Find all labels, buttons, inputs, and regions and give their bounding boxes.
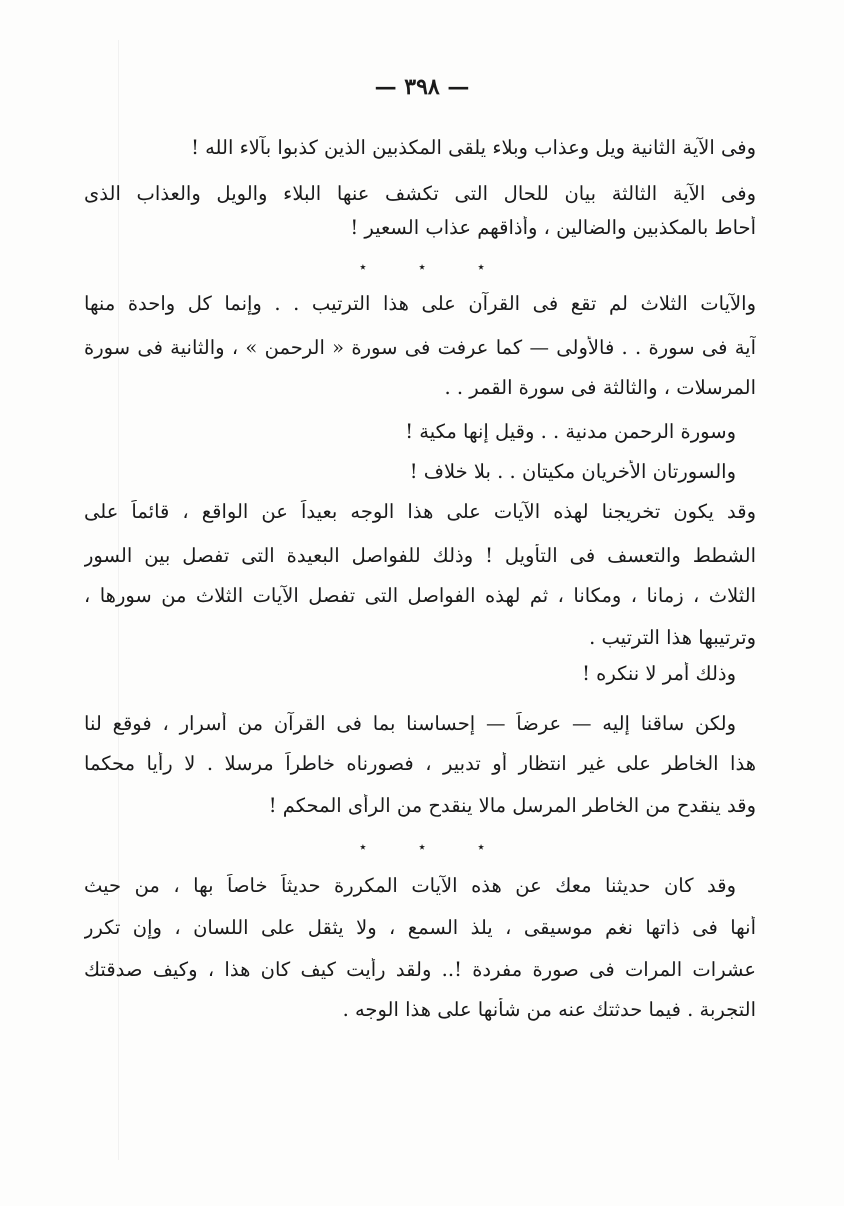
separator-star: ٭ — [418, 260, 426, 275]
text-line: وذلك أمر لا ننكره ! — [582, 662, 736, 685]
text-line: التجربة . فيما حدثتك عنه من شأنها على هذا الوجه . — [342, 998, 756, 1021]
separator-star: ٭ — [359, 840, 367, 855]
text-line: وقد يكون تخريجنا لهذه الآيات على هذا الوجه بعيداً عن الواقع ، قائماً على — [84, 500, 756, 523]
text-line: عشرات المرات فى صورة مفردة !.. ولقد رأيت كيف كان هذا ، وكيف صدقتك — [84, 958, 756, 981]
section-separator — [0, 260, 844, 275]
separator-star: ٭ — [418, 840, 426, 855]
text-line: أنها فى ذاتها نغم موسيقى ، يلذ السمع ، ولا يثقل على اللسان ، وإن تكرر — [84, 916, 756, 939]
text-line: وفى الآية الثانية ويل وعذاب وبلاء يلقى المكذبين الذين كذبوا بآلاء الله ! — [191, 136, 756, 159]
text-line: ولكن ساقنا إليه — عرضاً — إحساسنا بما فى القرآن من أسرار ، فوقع لنا — [84, 712, 736, 735]
separator-star: ٭ — [359, 260, 367, 275]
text-line: أحاط بالمكذبين والضالين ، وأذاقهم عذاب السعير ! — [350, 216, 756, 239]
section-separator — [0, 840, 844, 855]
page-number: — ٣٩٨ — — [374, 74, 470, 100]
text-line: وقد ينقدح من الخاطر المرسل مالا ينقدح من الرأى المحكم ! — [268, 794, 756, 817]
separator-star: ٭ — [477, 260, 485, 275]
text-line: وسورة الرحمن مدنية . . وقيل إنها مكية ! — [405, 420, 736, 443]
text-line: والسورتان الأخريان مكيتان . . بلا خلاف ! — [409, 460, 736, 483]
text-line: وترتيبها هذا الترتيب . — [589, 626, 756, 649]
text-line: الثلاث ، زمانا ، ومكانا ، ثم لهذه الفواصل التى تفصل الآيات الثلاث من سورها ، — [84, 584, 756, 607]
text-line: والآيات الثلاث لم تقع فى القرآن على هذا الترتيب . . وإنما كل واحدة منها — [84, 292, 756, 315]
text-line: هذا الخاطر على غير انتظار أو تدبير ، فصورناه خاطراً مرسلا . لا رأيا محكما — [84, 752, 756, 775]
text-line: آية فى سورة . . فالأولى — كما عرفت فى سورة « الرحمن » ، والثانية فى سورة — [84, 336, 756, 359]
text-line: المرسلات ، والثالثة فى سورة القمر . . — [444, 376, 756, 399]
text-line: الشطط والتعسف فى التأويل ! وذلك للفواصل البعيدة التى تفصل بين السور — [84, 544, 756, 567]
text-line: وفى الآية الثالثة بيان للحال التى تكشف عنها البلاء والويل والعذاب الذى — [84, 182, 756, 205]
text-line: وقد كان حديثنا معك عن هذه الآيات المكررة حديثاً خاصاً بها ، من حيث — [84, 874, 736, 897]
separator-star: ٭ — [477, 840, 485, 855]
